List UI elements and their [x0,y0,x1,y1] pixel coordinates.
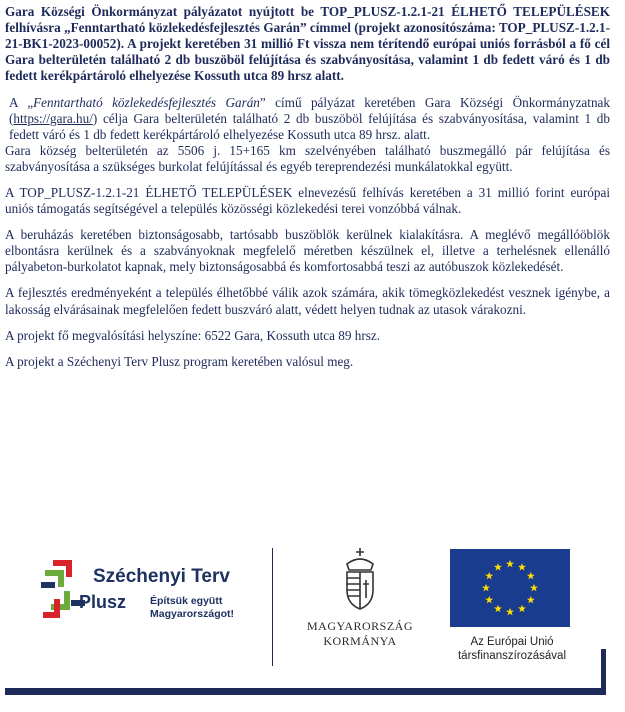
location-paragraph: A projekt fő megvalósítási helyszíne: 6522 Gara, Kossuth utca 89 hrsz. [5,327,381,343]
government-line-1: MAGYARORSZÁG [306,619,413,633]
intro-pre: A „ [9,94,34,110]
szechenyi-terv-plusz-logo [35,555,275,655]
project-intro-paragraph [5,95,610,143]
lead-paragraph: Gara Községi Önkormányzat pályázatot nyújtott be TOP_PLUSZ-1.2.1-21 ÉLHETŐ TELEPÜLÉSEK felhívásra „Fenntartható közlekedésfejlesztés Garán” címmel (projekt azonosítószáma: TOP_PLUSZ-1.2.1-21-BK1-2023-00052). A projekt keretében 31 millió Ft vissza nem térítendő európai uniós forrásból a fő cél Gara belterületén található 2 db buszöböl felújítása és szabványosítása, valamint 1 db fedett váró és 1 db fedett kerékpártároló elhelyezése Kossuth utca 89 hrsz alatt. [5,4,610,83]
hungarian-coat-of-arms-icon [339,546,381,612]
szechenyi-title: Széchenyi Terv [93,566,230,587]
bus-stop-paragraph: Gara község belterületén az 5506 j. 15+165 km szelvényében található buszmegálló pár felújítása és szabványosítása a szükséges burkolat felújítással és egyéb tereprendezési munkálatokkal együtt. [5,142,610,174]
eu-line-2: társfinanszírozásával [457,650,567,662]
logo-divider [272,548,273,666]
project-title: Fenntartható közlekedésfejlesztés Garán [33,94,260,110]
szechenyi-slogan [150,595,234,621]
investment-paragraph: A beruházás keretében biztonságosabb, tartósabb buszöblök kerülnek kialakításra. A meglévő megállóöblök elbontásra kerülnek és a szabványoknak megfelelő méretben készülnek el, illetve a terhelésnek ellenálló pályabeton-burkolatot kapnak, mely biztonságosabbá és komfortosabbá teszi az autóbuszok közlekedését. [5,227,610,275]
government-line-2: KORMÁNYA [323,634,397,648]
result-paragraph: A fejlesztés eredményeként a település élhetőbbé válik azok számára, akik tömegközlekedést vesznek igénybe, a lakosság elvárásainak megfelelően fedett buszváró alatt, védett helyen tudnak az utasok várakozni. [5,285,610,317]
intro-post: ) célja Gara belterületén található 2 db buszöböl felújítása és szabványosítása, valamint 1 db fedett váró és 1 db fedett kerékpártároló elhelyezése Kossuth utca 89 hrsz. alatt. [9,110,610,142]
eu-line-1: Az Európai Unió [470,636,554,648]
program-paragraph: A projekt a Széchenyi Terv Plusz program keretében valósul meg. [5,353,354,369]
eu-flag-icon [450,549,570,627]
slogan-line-2: Magyarországot! [150,608,235,620]
document-body [5,4,610,370]
eu-cofinancing-logo [442,549,582,674]
footer-bottom-bar [5,688,605,695]
intro-mid: ” című pályázat keretében Gara Községi Önkormányzatnak ( [9,94,610,126]
gara-website-link[interactable]: https://gara.hu/ [13,110,93,126]
slogan-line-1: Építsük együtt [150,595,223,607]
funding-footer [5,521,610,697]
hungarian-government-logo [285,546,435,671]
footer-corner-bar [601,649,606,695]
szechenyi-plusz: Plusz [79,592,127,612]
funding-paragraph: A TOP_PLUSZ-1.2.1-21 ÉLHETŐ TELEPÜLÉSEK elnevezésű felhívás keretében a 31 millió forint európai uniós támogatás segítségével a település közösségi közlekedési terei vonzóbbá válnak. [5,185,610,217]
